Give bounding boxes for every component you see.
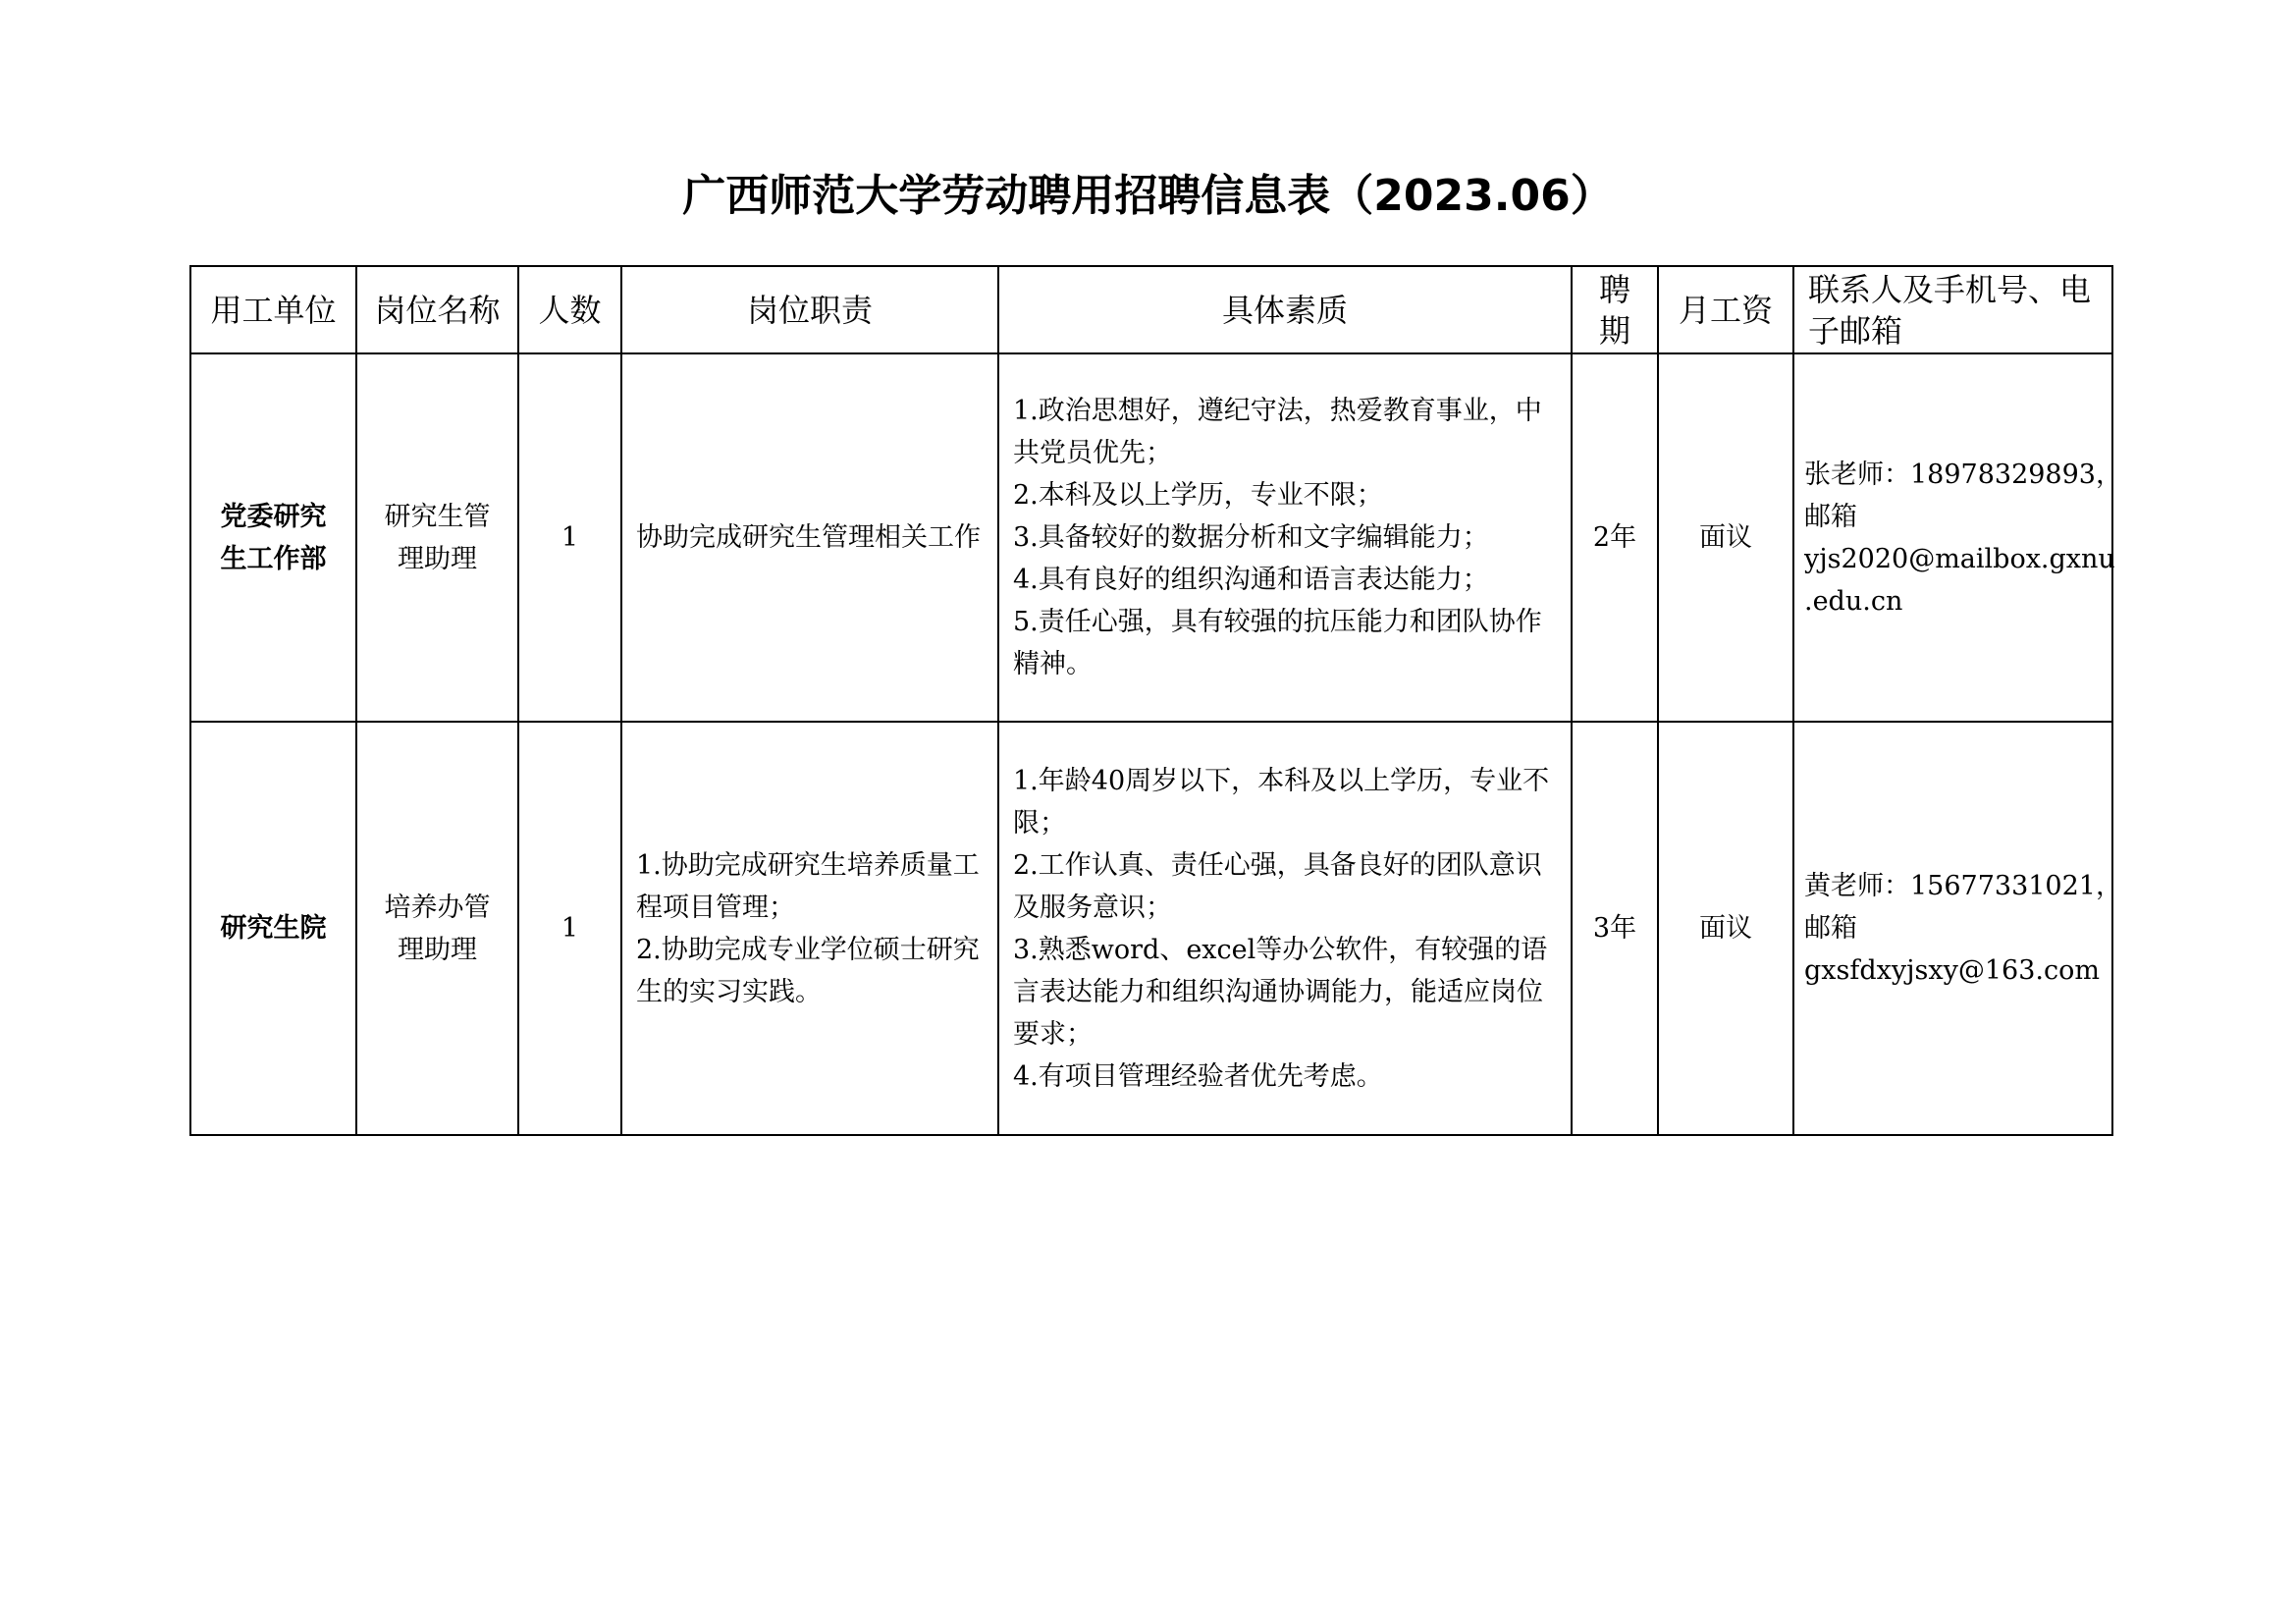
header-contact-line1: 联系人及手机号、电 — [1808, 270, 2092, 308]
unit-line: 研究生院 — [220, 913, 327, 944]
table-row — [190, 722, 2112, 1135]
contact-phone: 张老师：18978329893， — [1804, 459, 2122, 490]
position-line: 理助理 — [398, 934, 477, 965]
duty-item: 2.协助完成专业学位硕士研究生的实习实践。 — [636, 934, 980, 1007]
qualifications-cell — [998, 353, 1572, 722]
qualification-item: 1.年龄40周岁以下，本科及以上学历，专业不限； — [1013, 765, 1550, 839]
unit-line: 党委研究 — [220, 501, 327, 532]
header-qualifications: 具体素质 — [998, 266, 1572, 353]
unit-cell — [190, 722, 356, 1135]
header-term-line2: 期 — [1598, 311, 1630, 350]
contact-cell — [1793, 722, 2122, 1135]
contact-email: yjs2020@mailbox.gxnu — [1804, 543, 2115, 574]
position-cell — [356, 722, 518, 1135]
header-position: 岗位名称 — [356, 266, 518, 353]
qualifications-cell — [998, 722, 1572, 1135]
contact-cell — [1793, 353, 2122, 722]
qualification-item: 5.责任心强，具有较强的抗压能力和团队协作精神。 — [1013, 607, 1542, 679]
position-line: 研究生管 — [384, 501, 491, 532]
position-line: 理助理 — [398, 543, 477, 574]
header-row — [190, 266, 2112, 353]
header-count: 人数 — [518, 266, 621, 353]
recruitment-table — [189, 265, 2122, 1136]
count-cell: 1 — [518, 353, 621, 722]
position-cell — [356, 353, 518, 722]
contact-email: gxsfdxyjsxy@163.com — [1804, 955, 2100, 986]
qualification-item: 2.本科及以上学历，专业不限； — [1013, 480, 1383, 511]
header-term — [1572, 266, 1658, 353]
header-duties: 岗位职责 — [621, 266, 998, 353]
contact-email-label: 邮箱 — [1804, 501, 1857, 532]
header-term-line1: 聘 — [1598, 270, 1630, 308]
qualification-item: 4.有项目管理经验者优先考虑。 — [1013, 1060, 1383, 1092]
contact-email-label: 邮箱 — [1804, 913, 1857, 944]
header-salary: 月工资 — [1658, 266, 1793, 353]
count-cell: 1 — [518, 722, 621, 1135]
duties-cell — [621, 353, 998, 722]
qualification-item: 4.具有良好的组织沟通和语言表达能力； — [1013, 565, 1489, 595]
header-contact — [1793, 266, 2112, 353]
table-row — [190, 353, 2112, 722]
qualification-item: 3.熟悉word、excel等办公软件，有较强的语言表达能力和组织沟通协调能力，能适应岗位要求； — [1013, 934, 1548, 1050]
salary-cell: 面议 — [1658, 353, 1793, 722]
term-cell: 2年 — [1572, 353, 1658, 722]
duties-cell — [621, 722, 998, 1135]
unit-line: 生工作部 — [220, 543, 327, 574]
term-cell: 3年 — [1572, 722, 1658, 1135]
qualification-item: 2.工作认真、责任心强，具备良好的团队意识及服务意识； — [1013, 849, 1542, 923]
qualification-item: 3.具备较好的数据分析和文字编辑能力； — [1013, 522, 1489, 553]
unit-cell — [190, 353, 356, 722]
duty-item: 1.协助完成研究生培养质量工程项目管理； — [636, 849, 980, 923]
contact-email-continued: .edu.cn — [1804, 585, 1903, 617]
contact-phone: 黄老师：15677331021， — [1804, 871, 2122, 901]
header-unit: 用工单位 — [190, 266, 356, 353]
duty-item: 协助完成研究生管理相关工作 — [636, 522, 981, 553]
page-title: 广西师范大学劳动聘用招聘信息表（2023.06） — [682, 171, 1614, 221]
salary-cell: 面议 — [1658, 722, 1793, 1135]
qualification-item: 1.政治思想好，遵纪守法，热爱教育事业，中共党员优先； — [1013, 396, 1542, 468]
position-line: 培养办管 — [384, 892, 491, 923]
header-contact-line2: 子邮箱 — [1808, 311, 1903, 350]
